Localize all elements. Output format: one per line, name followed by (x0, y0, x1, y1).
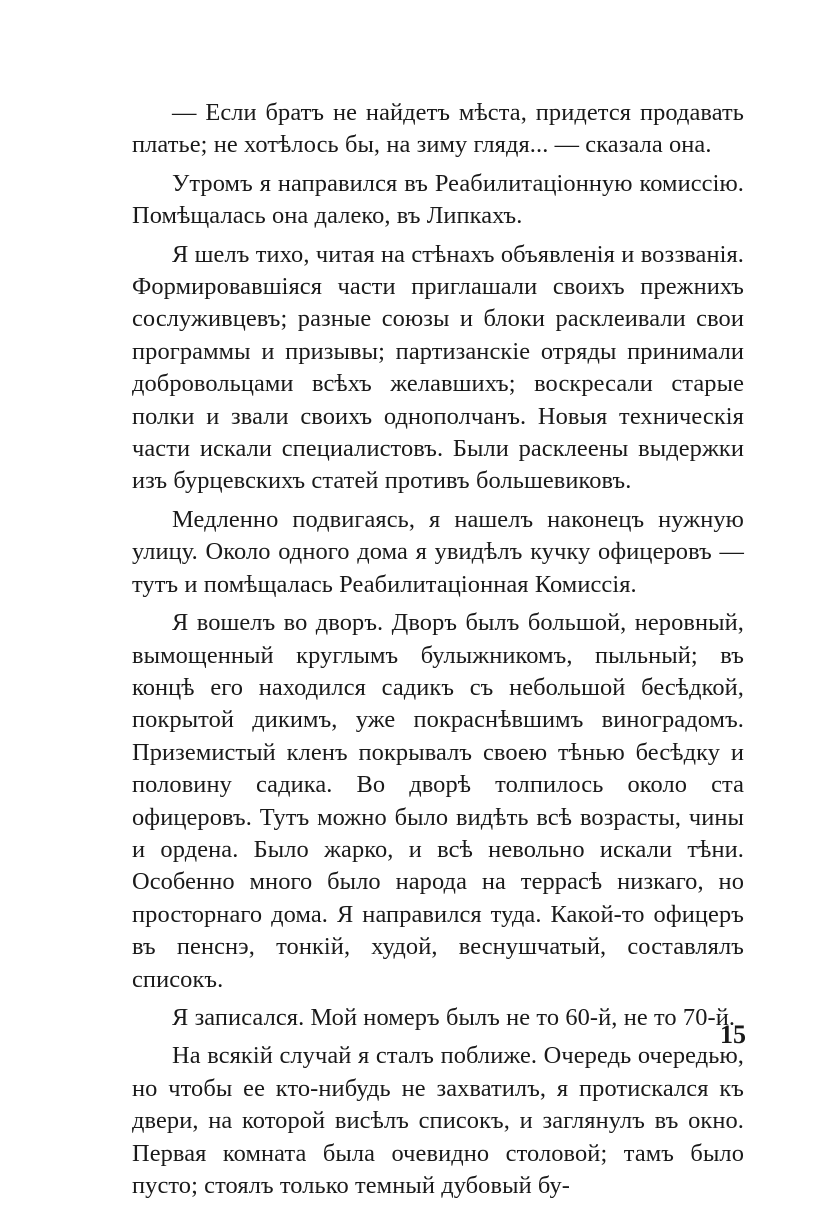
paragraph-2: Утромъ я направился въ Реабилитацiонную комиссiю. Помѣщалась она далеко, въ Липкахъ. (132, 169, 744, 230)
paragraph-1: — Если братъ не найдетъ мѣста, придется продавать платье; не хотѣлось бы, на зиму глядя... — сказала она. (132, 99, 744, 159)
page-number: 15 (720, 1020, 746, 1049)
paragraph-7: На всякiй случай я сталъ поближе. Очередь очередью, но чтобы ее кто-нибудь не захватилъ, я протискался къ двери, на которой висѣлъ списокъ, и заглянулъ въ окно. Первая комната была очевидно столовой; тамъ было пусто; стоялъ только темный дубовый бу- (132, 1042, 744, 1199)
body-text (132, 97, 744, 1208)
paragraph-4: Медленно подвигаясь, я нашелъ наконецъ нужную улицу. Около одного дома я увидѣлъ кучку офицеровъ — тутъ и помѣщалась Реабилитацiонная Комиссiя. (132, 505, 744, 598)
paragraph-3: Я шелъ тихо, читая на стѣнахъ объявленiя и воззванiя. Формировавшiяся части приглашали своихъ прежнихъ сослуживцевъ; разные союзы и блоки расклеивали свои программы и призывы; партизанскiе отряды принимали добровольцами всѣхъ желавшихъ; воскресали старые полки и звали своихъ однополчанъ. Новыя техническiя части искали специалистовъ. Были расклеены выдержки изъ бурцевскихъ статей противъ большевиковъ. (132, 240, 744, 495)
paragraph-6: Я записался. Мой номеръ былъ не то 60-й, не то 70-й. (172, 1003, 736, 1031)
paragraph-5: Я вошелъ во дворъ. Дворъ былъ большой, неровный, вымощенный круглымъ булыжникомъ, пыльный; въ концѣ его находился садикъ съ небольшой бесѣдкой, покрытой дикимъ, уже покраснѣвшимъ виноградомъ. Приземистый кленъ покрывалъ своею тѣнью бесѣдку и половину садика. Во дворѣ толпилось около ста офицеровъ. Тутъ можно было видѣть всѣ возрасты, чины и ордена. Было жарко, и всѣ невольно искали тѣни. Особенно много было народа на террасѣ низкаго, но просторнаго дома. Я направился туда. Какой-то офицеръ въ пенснэ, тонкiй, худой, веснушчатый, составлялъ списокъ. (132, 609, 744, 993)
